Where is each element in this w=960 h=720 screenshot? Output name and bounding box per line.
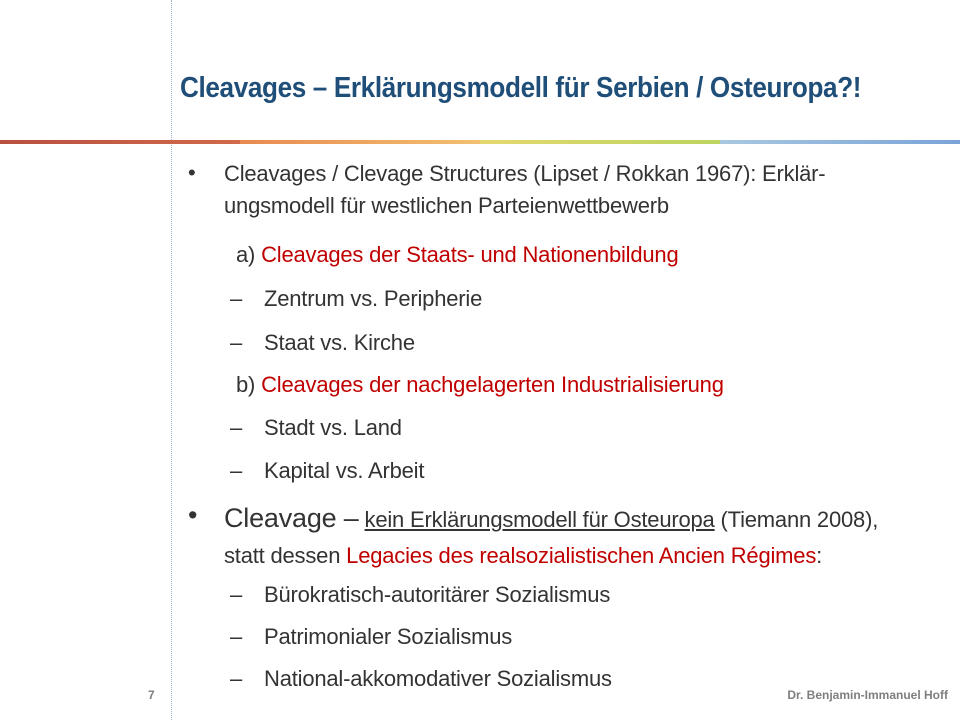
bullet-text-line: Cleavages / Clevage Structures (Lipset / Rokkan 1967): Erklär- — [224, 161, 826, 186]
bar-segment-blue — [720, 140, 960, 144]
section-prefix: b) — [236, 372, 262, 397]
list-item-text: National-akkomodativer Sozialismus — [264, 666, 612, 691]
bullet-icon: • — [188, 160, 196, 185]
list-item-text: Zentrum vs. Peripherie — [264, 286, 483, 311]
bullet-text: Cleavage – kein Erklärungsmodell für Osteuropa (Tiemann 2008), statt dessen Legacies des realsozialistischen Ancien Régimes: — [224, 503, 879, 568]
dash-icon: – — [230, 458, 243, 483]
section-label: Cleavages der Staats- und Nationenbildung — [261, 242, 679, 267]
dash-icon: – — [230, 624, 243, 649]
page-number: 7 — [148, 688, 155, 702]
bullet-text-line: statt dessen — [224, 543, 341, 568]
author-footer: Dr. Benjamin-Immanuel Hoff — [787, 688, 948, 702]
highlight-phrase: Legacies des realsozialistischen Ancien Régimes — [346, 543, 817, 568]
list-item-text: Bürokratisch-autoritärer Sozialismus — [264, 582, 611, 607]
list-item-text: Patrimonialer Sozialismus — [264, 624, 513, 649]
bullet-text-line: ungsmodell für westlichen Parteienwettbewerb — [224, 193, 669, 218]
bullet-lead: Cleavage – — [224, 503, 359, 533]
underlined-phrase: kein Erklärungsmodell für Osteuropa — [364, 507, 715, 532]
bar-segment-orange — [240, 140, 480, 144]
citation: (Tiemann 2008), — [720, 507, 879, 532]
vertical-guide-line — [171, 0, 172, 720]
dash-icon: – — [230, 666, 243, 691]
slide-title: Cleavages – Erklärungsmodell für Serbien / Osteuropa?! — [180, 72, 862, 104]
dash-icon: – — [230, 415, 243, 440]
section-label: Cleavages der nachgelagerten Industrialisierung — [261, 372, 724, 397]
bullet-text — [224, 158, 924, 222]
list-item-text: Kapital vs. Arbeit — [264, 458, 425, 483]
bar-segment-red — [0, 140, 240, 144]
dash-icon: – — [230, 582, 243, 607]
list-item-text: Staat vs. Kirche — [264, 330, 415, 355]
bullet-icon: • — [188, 500, 198, 530]
dash-icon: – — [230, 286, 243, 311]
dash-icon: – — [230, 330, 243, 355]
bar-segment-green — [480, 140, 720, 144]
list-item-text: Stadt vs. Land — [264, 415, 402, 440]
section-prefix: a) — [236, 242, 262, 267]
